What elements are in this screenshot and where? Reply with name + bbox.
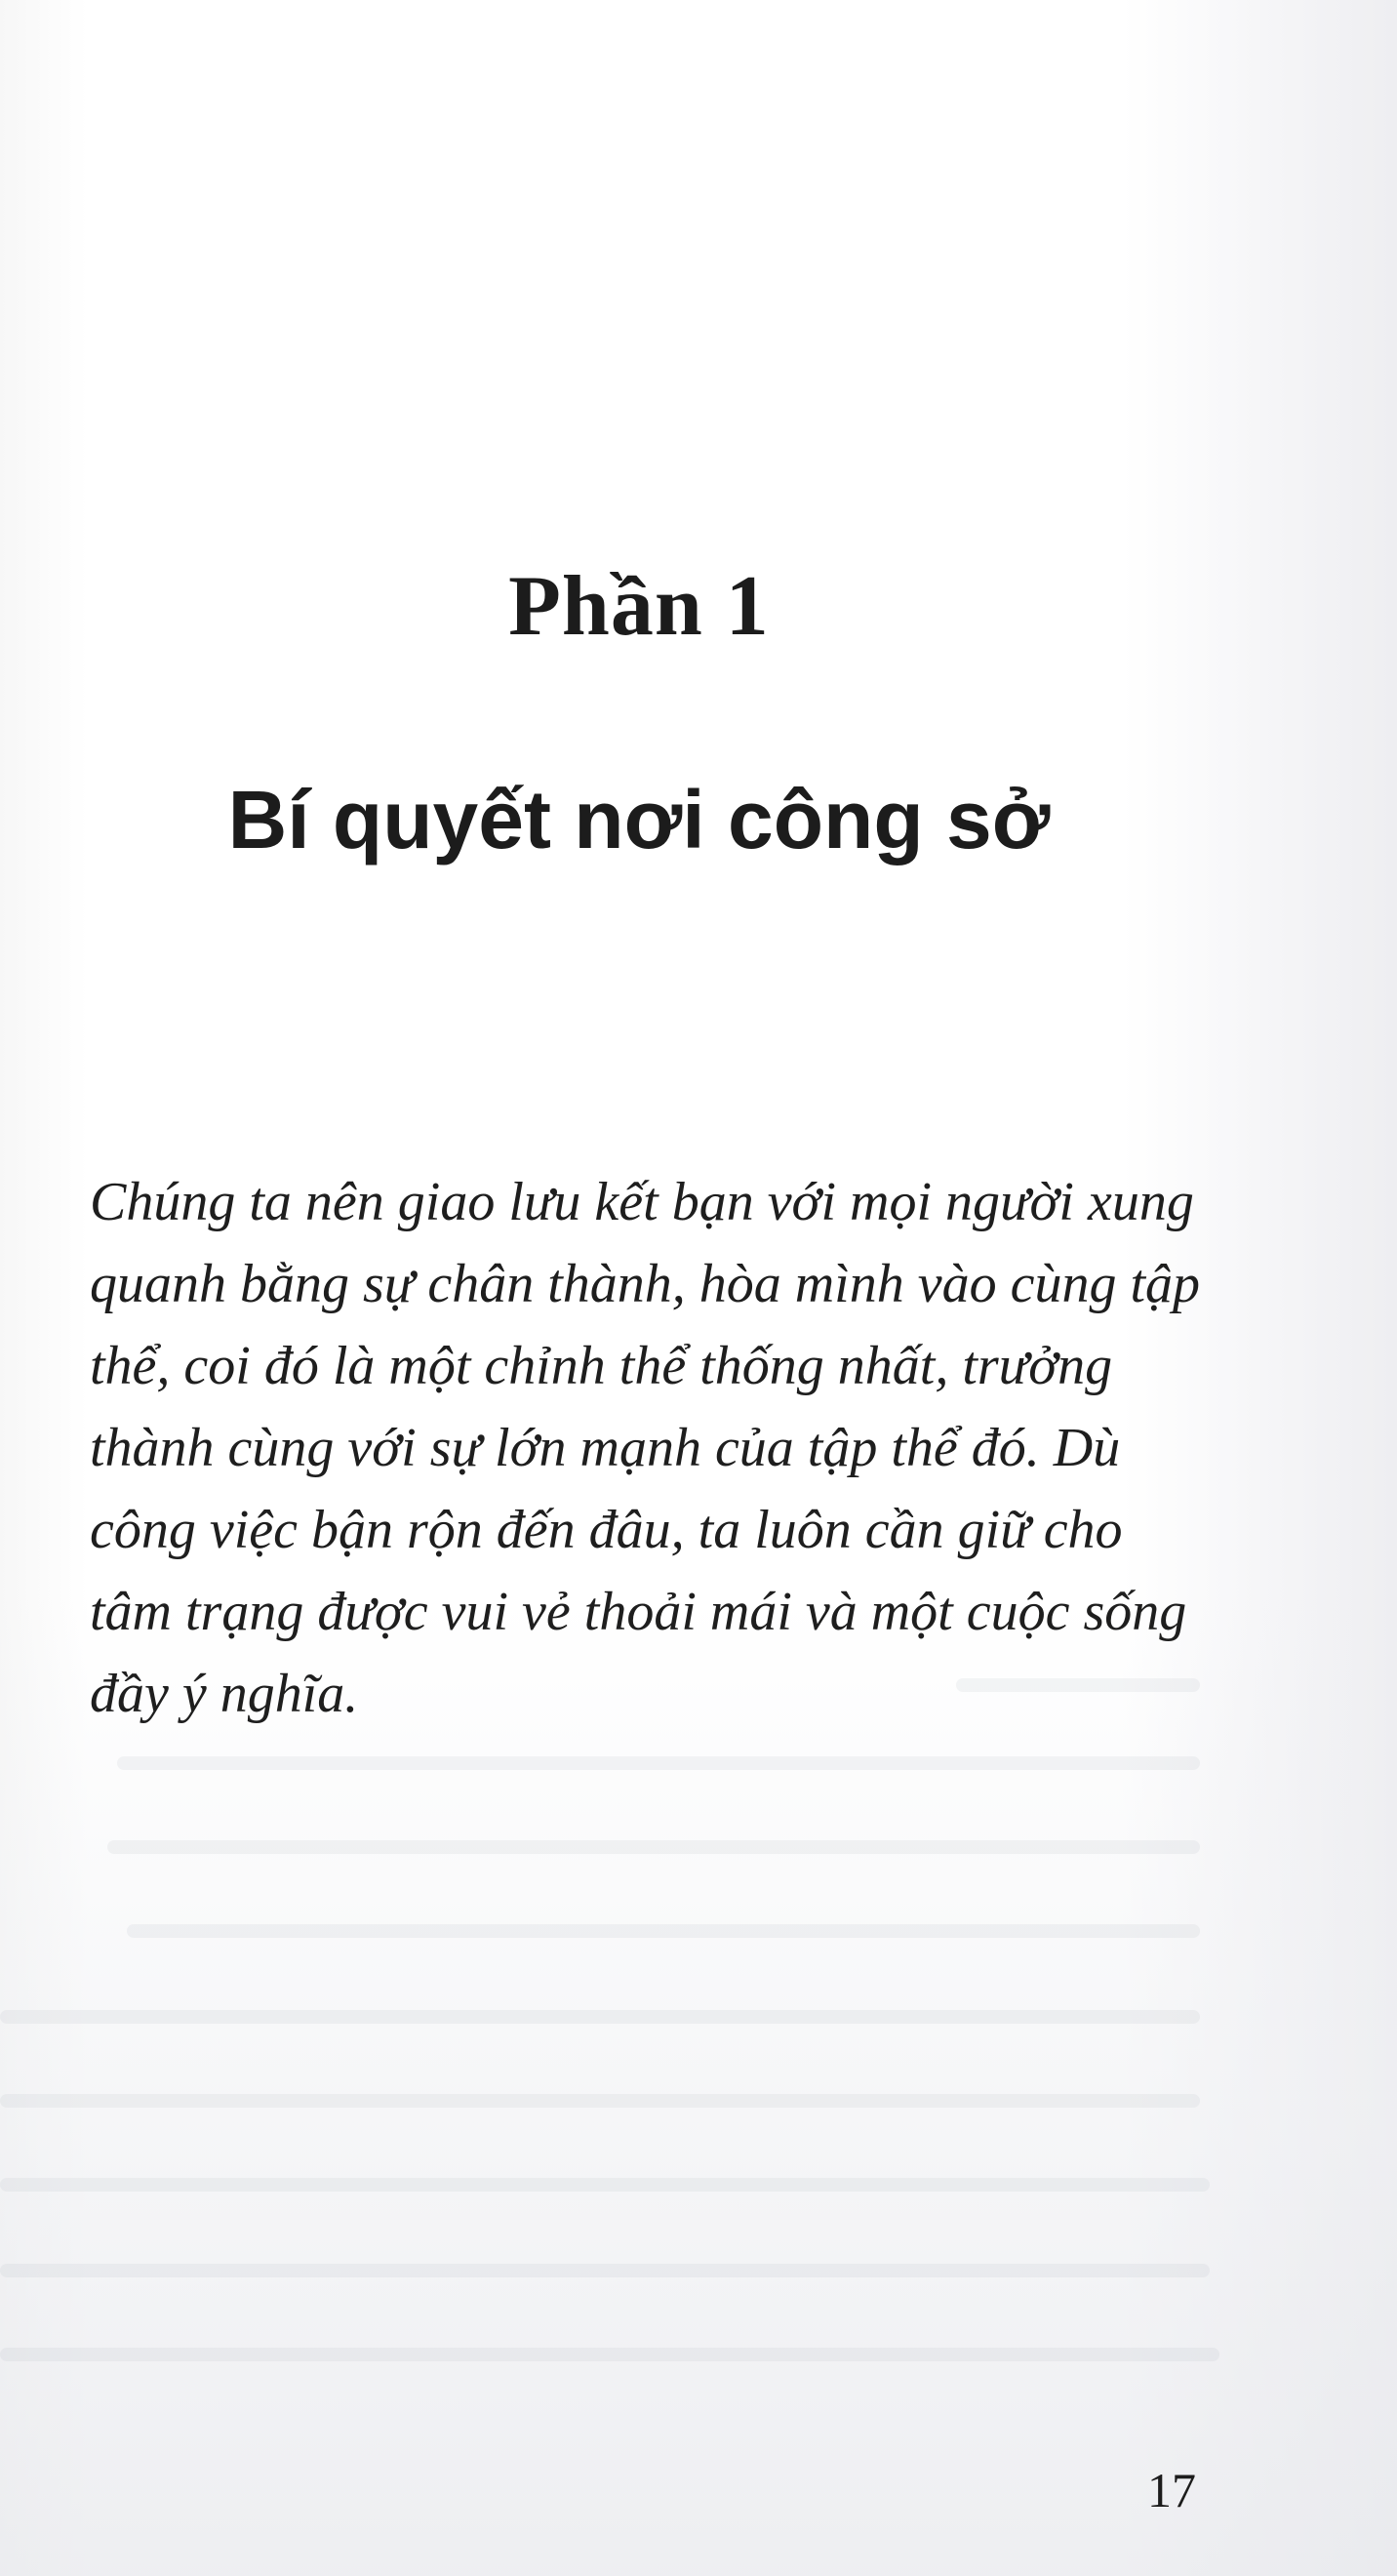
page-number: 17: [1147, 2463, 1196, 2517]
show-through-shadow: [0, 1659, 1397, 2400]
part-title: Bí quyết nơi công sở: [227, 774, 1051, 865]
epigraph-paragraph: Chúng ta nên giao lưu kết bạn với mọi người xung quanh bằng sự chân thành, hòa mình vào cùng tập thể, coi đó là một chỉnh thể thống nhất, trưởng thành cùng với sự lớn mạnh của tập thể đó. Dù công việc bận rộn đến đâu, ta luôn cần giữ cho tâm trạng được vui vẻ thoải mái và một cuộc sống đầy ý nghĩa.: [90, 1172, 1201, 1724]
part-label: Phần 1: [508, 559, 770, 654]
